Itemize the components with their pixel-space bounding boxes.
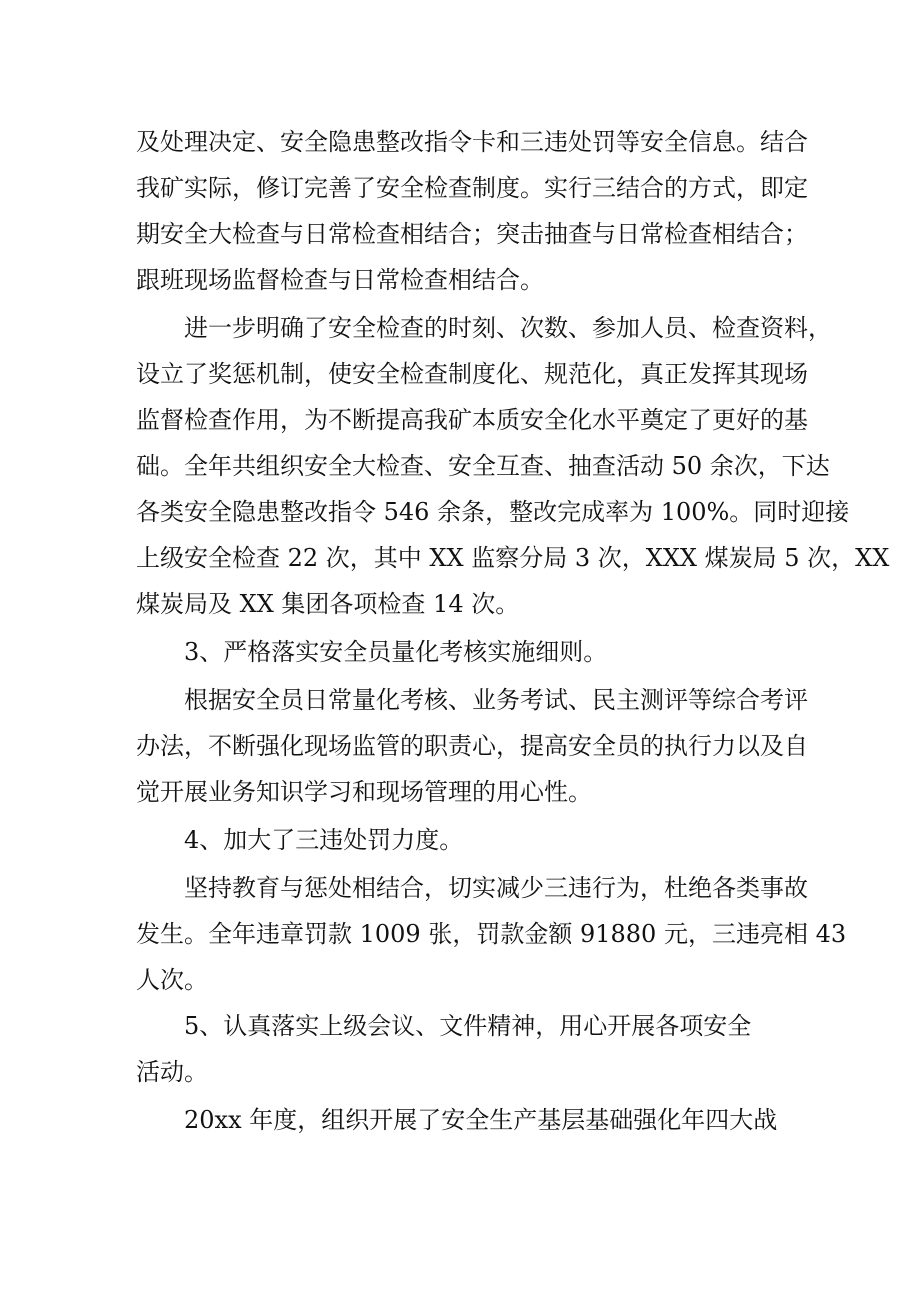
text-line: 3、严格落实安全员量化考核实施细则。 [184, 638, 608, 666]
text-line: 5、认真落实上级会议、文件精神，用心开展各项安全 [184, 1012, 752, 1040]
text-line: 我矿实际，修订完善了安全检查制度。实行三结合的方式，即定 [136, 174, 808, 202]
text-line: 监督检查作用，为不断提高我矿本质安全化水平奠定了更好的基 [136, 406, 808, 434]
text-line: 20xx 年度，组织开展了安全生产基层基础强化年四大战 [184, 1106, 778, 1134]
text-line: 发生。全年违章罚款 1009 张，罚款金额 91880 元，三违亮相 43 [136, 920, 847, 948]
text-line: 办法，不断强化现场监管的职责心，提高安全员的执行力以及自 [136, 732, 808, 760]
text-line: 础。全年共组织安全大检查、安全互查、抽查活动 50 余次，下达 [136, 452, 830, 480]
text-line: 4、加大了三违处罚力度。 [184, 826, 464, 854]
text-line: 进一步明确了安全检查的时刻、次数、参加人员、检查资料， [184, 314, 832, 342]
text-line: 期安全大检查与日常检查相结合；突击抽查与日常检查相结合； [136, 220, 808, 248]
text-line: 设立了奖惩机制，使安全检查制度化、规范化，真正发挥其现场 [136, 360, 808, 388]
text-line: 坚持教育与惩处相结合，切实减少三违行为，杜绝各类事故 [184, 874, 808, 902]
text-line: 上级安全检查 22 次，其中 XX 监察分局 3 次，XXX 煤炭局 5 次，XX [136, 544, 890, 572]
text-line: 觉开展业务知识学习和现场管理的用心性。 [136, 778, 592, 806]
text-line: 人次。 [136, 966, 208, 994]
text-line: 跟班现场监督检查与日常检查相结合。 [136, 266, 544, 294]
text-line: 各类安全隐患整改指令 546 余条，整改完成率为 100%。同时迎接 [136, 498, 850, 526]
text-line: 煤炭局及 XX 集团各项检查 14 次。 [136, 590, 520, 618]
text-line: 根据安全员日常量化考核、业务考试、民主测评等综合考评 [184, 686, 808, 714]
text-line: 及处理决定、安全隐患整改指令卡和三违处罚等安全信息。结合 [136, 128, 808, 156]
text-line: 活动。 [136, 1058, 208, 1086]
